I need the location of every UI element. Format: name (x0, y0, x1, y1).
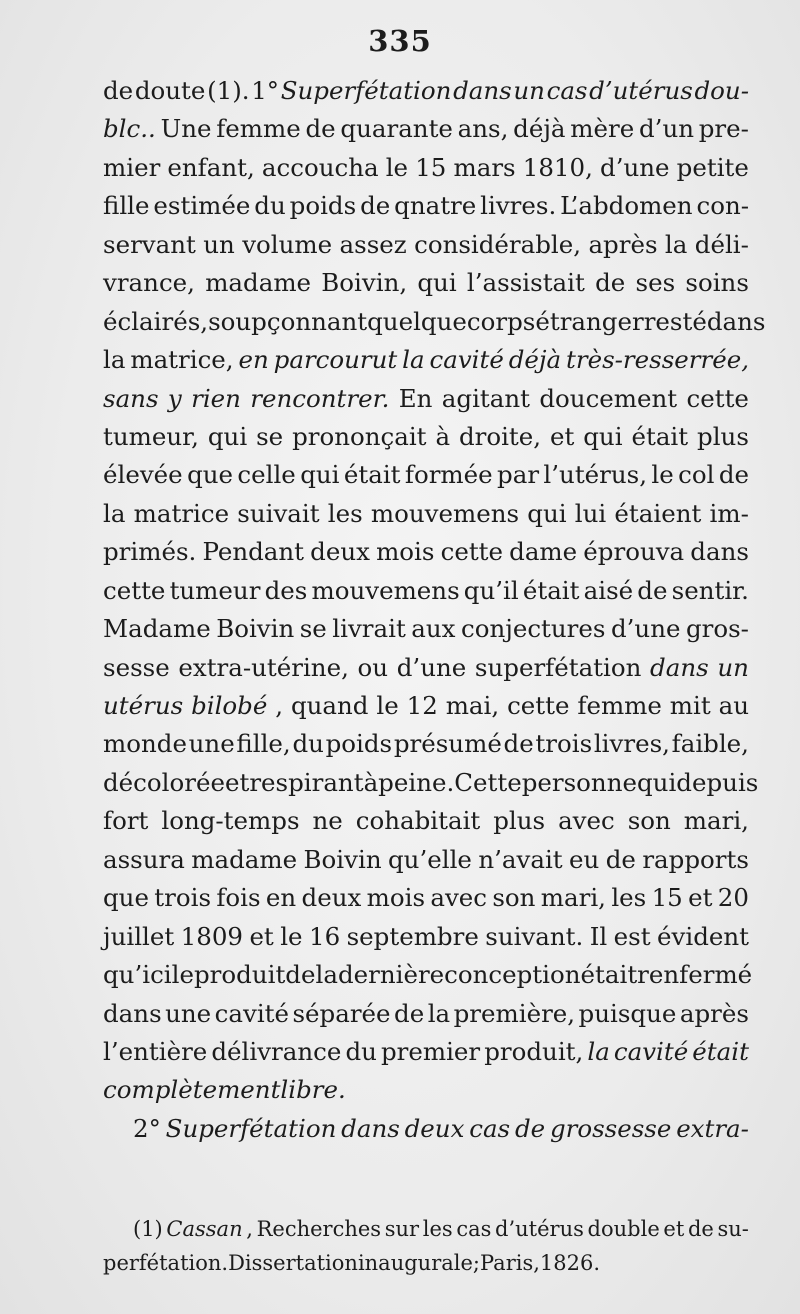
word: les (327, 498, 363, 528)
word: Superfétation (165, 1113, 337, 1143)
word: Recherches (256, 1217, 382, 1241)
word: perfétation. (103, 1251, 229, 1275)
word: très-resserrée, (566, 345, 749, 375)
text-line (103, 610, 749, 648)
word: étranger (535, 306, 644, 336)
word: était (631, 421, 689, 451)
text-line (103, 110, 749, 148)
word: suivant. (485, 921, 584, 951)
word: qui (583, 421, 623, 451)
word: livrait (332, 614, 406, 644)
word: , (275, 691, 284, 720)
word: trois (154, 883, 212, 913)
text-line (103, 149, 749, 187)
word: de (605, 844, 636, 874)
word: deux (404, 1113, 465, 1143)
word: éprouva (583, 537, 685, 567)
word: assez (339, 229, 407, 259)
word: ans, (457, 114, 509, 144)
text-line (103, 1071, 749, 1109)
word: son (492, 883, 536, 913)
word: Pendant (202, 537, 305, 567)
word: mari, (683, 806, 749, 836)
word: élevée (103, 460, 183, 490)
word: l’entière (103, 1036, 208, 1066)
word: 2° (133, 1113, 161, 1143)
word: déjà (508, 345, 562, 375)
word: qu’elle (388, 844, 472, 874)
word: était (343, 460, 401, 490)
word: tumeur (169, 575, 261, 605)
word: dou- (694, 76, 749, 105)
text-line (103, 341, 749, 379)
text-line (103, 1110, 749, 1148)
word: 1810, (522, 152, 593, 182)
word: Boivin (216, 614, 295, 644)
word: après (588, 229, 658, 259)
word: et (549, 421, 575, 451)
word: un (513, 76, 545, 105)
word: qui (300, 460, 340, 490)
word: est (613, 921, 651, 951)
word: et (249, 921, 274, 951)
word: Une (160, 114, 212, 144)
word: sur (384, 1217, 420, 1241)
page-number: 335 (368, 24, 432, 58)
word: et (663, 1217, 685, 1241)
word: déjà (513, 114, 566, 144)
word: soupçonnant (208, 306, 368, 336)
word: dans (103, 998, 162, 1028)
text-line (103, 764, 759, 802)
word: qui (417, 268, 457, 298)
word: cas (469, 1113, 511, 1143)
word: à (435, 421, 451, 451)
word: le (376, 691, 399, 720)
text-line (103, 303, 766, 341)
word: mère (570, 114, 635, 144)
word: assura (103, 844, 185, 874)
word: ne (312, 806, 343, 836)
word: dans (706, 306, 766, 336)
word: était (580, 960, 638, 990)
word: était (522, 575, 580, 605)
word: présumé (393, 729, 502, 759)
word: servant (103, 229, 196, 259)
word: le (171, 960, 194, 990)
word: déli- (694, 229, 749, 259)
word: lui (574, 498, 607, 528)
word: cette (507, 691, 570, 720)
word: cette (103, 575, 166, 605)
word: personne (521, 767, 637, 797)
word: sentir. (671, 575, 749, 605)
word: gros- (685, 614, 749, 644)
text-line (103, 495, 749, 533)
word: respirant (249, 767, 364, 797)
word: 15 (651, 883, 683, 913)
word: fois (216, 883, 261, 913)
word: produit (194, 960, 286, 990)
word: femme (216, 114, 301, 144)
word: cavité (214, 998, 290, 1028)
word: qui (207, 421, 248, 451)
word: 16 (308, 921, 341, 951)
word: agitant (441, 383, 530, 413)
word: qnatre (394, 191, 477, 221)
word: après (679, 998, 749, 1028)
word: éclairés, (103, 306, 209, 336)
word: extra- (676, 1113, 749, 1143)
word: long-temps (161, 806, 300, 836)
word: fille, (236, 729, 291, 759)
word: première, (453, 998, 576, 1028)
word: de (394, 998, 425, 1028)
word: une (188, 729, 235, 759)
word: poids (325, 729, 393, 759)
word: de (305, 114, 336, 144)
word: superfétation (474, 652, 642, 682)
word: conjectures (460, 614, 606, 644)
word: du (254, 191, 286, 221)
word: à (363, 767, 379, 797)
word: dans (690, 537, 749, 567)
word: eu (569, 844, 600, 874)
word: faible, (671, 729, 749, 759)
word: tumeur, (103, 421, 199, 451)
word: corps (466, 306, 536, 336)
word: mier (103, 152, 161, 182)
word: monde (103, 729, 187, 759)
word: les (422, 1217, 453, 1241)
word: vrance, (103, 268, 195, 298)
word: la (103, 498, 126, 528)
word: plus (493, 806, 546, 836)
word: celle (237, 460, 296, 490)
word: Paris, (479, 1251, 540, 1275)
word: (1). (207, 76, 250, 105)
word: en (238, 345, 269, 375)
word: la (664, 229, 688, 259)
word: les (611, 883, 647, 913)
word: et (688, 883, 713, 913)
word: cas (456, 1217, 492, 1241)
text-line (103, 456, 749, 494)
word: de (595, 268, 626, 298)
footnote (103, 1212, 749, 1280)
word: bilobé (191, 691, 268, 720)
word: primés. (103, 537, 197, 567)
text-line (103, 802, 749, 840)
word: d’un (638, 114, 694, 144)
text-line (103, 226, 749, 264)
word: depuis (676, 767, 759, 797)
word: de (514, 1113, 546, 1143)
word: de (360, 191, 391, 221)
word: complètement (103, 1075, 281, 1105)
word: doucement (539, 383, 678, 413)
word: premier (380, 1036, 481, 1066)
word: madame (205, 268, 312, 298)
word: Il (589, 921, 608, 951)
word: dame (509, 537, 578, 567)
word: mois (376, 537, 435, 567)
word: En (398, 383, 433, 413)
word: con- (696, 191, 749, 221)
word: séparée (292, 998, 391, 1028)
text-line (103, 72, 749, 110)
word: aisé (583, 575, 634, 605)
word: rencontrer. (250, 383, 390, 413)
word: puisque (578, 998, 677, 1028)
word: Cassan (166, 1217, 243, 1241)
word: pre- (698, 114, 749, 144)
word: petite (676, 152, 749, 182)
word: soins (685, 268, 749, 298)
word: dans (650, 652, 709, 682)
word: mouvemens (311, 575, 460, 605)
word: le (385, 152, 409, 182)
word: d’une (600, 152, 670, 182)
word: la (587, 1036, 610, 1066)
word: femme (577, 691, 662, 720)
word: par (497, 460, 540, 490)
word: doute (134, 76, 206, 105)
word: mit (669, 691, 711, 720)
word: de (687, 1217, 714, 1241)
word: Cette (454, 767, 522, 797)
word: de (637, 575, 668, 605)
text-line (103, 879, 749, 917)
word: décolorée (103, 767, 225, 797)
word: dans (341, 1113, 400, 1143)
word: fort (103, 806, 149, 836)
word: septembre (346, 921, 479, 951)
text-line (103, 725, 749, 763)
word: juillet (103, 921, 175, 951)
word: accoucha (261, 152, 379, 182)
word: un (717, 652, 749, 682)
word: y (167, 383, 182, 413)
word: cas (546, 76, 588, 105)
word: qu’il (463, 575, 519, 605)
word: formée (404, 460, 493, 490)
word: d’une (396, 652, 467, 682)
text-line (103, 649, 749, 687)
text-line (103, 264, 749, 302)
word: fille (103, 191, 150, 221)
word: quelque (367, 306, 467, 336)
word: la (427, 998, 451, 1028)
word: produit, (484, 1036, 584, 1066)
word: un (203, 229, 235, 259)
word: la (402, 345, 425, 375)
word: au (718, 691, 749, 720)
word: de (285, 960, 316, 990)
word: considérable, (414, 229, 582, 259)
text-line (103, 1033, 749, 1071)
word: que (103, 883, 149, 913)
word: cette (686, 383, 749, 413)
word: en (265, 883, 297, 913)
word: avec (558, 806, 615, 836)
word: que (187, 460, 234, 490)
word: sesse (103, 652, 170, 682)
word: blc.. (103, 114, 156, 144)
word: se (256, 421, 284, 451)
word: qu’ici (103, 960, 172, 990)
word: col (678, 460, 715, 490)
word: l’utérus, (543, 460, 648, 490)
word: libre. (280, 1075, 346, 1105)
word: 12 (406, 691, 438, 720)
word: 1° (251, 76, 280, 105)
word: du (292, 729, 324, 759)
word: peine. (378, 767, 455, 797)
word: Boivin, (321, 268, 408, 298)
word: parcourut (273, 345, 398, 375)
word: de (503, 729, 534, 759)
word: volume (242, 229, 333, 259)
word: et (224, 767, 250, 797)
word: Superfétation (280, 76, 452, 105)
word: le (280, 921, 303, 951)
text-line (103, 380, 749, 418)
word: im- (709, 498, 749, 528)
word: prononçait (292, 421, 427, 451)
word: une (165, 998, 212, 1028)
word: d’utérus (589, 76, 693, 105)
word: qui (636, 767, 677, 797)
word: matrice (133, 498, 230, 528)
footnote-line (103, 1212, 749, 1246)
body-text (103, 72, 766, 1148)
text-line (103, 918, 749, 956)
word: inaugurale; (357, 1251, 480, 1275)
word: trois (535, 729, 593, 759)
word: livres, (593, 729, 670, 759)
word: quand (290, 691, 369, 720)
word: 20 (717, 883, 749, 913)
word: madame (191, 844, 298, 874)
word: 1809 (180, 921, 244, 951)
word: avec (430, 883, 488, 913)
word: n’avait (478, 844, 563, 874)
word: mars (453, 152, 516, 182)
text-line (103, 995, 749, 1033)
word: qui (527, 498, 567, 528)
word: quarante (340, 114, 453, 144)
word: cavité (613, 1036, 689, 1066)
word: double (587, 1217, 660, 1241)
word: cavité (429, 345, 504, 375)
text-line (103, 572, 749, 610)
text-line (103, 418, 749, 456)
text-line (103, 841, 749, 879)
word: 15 (415, 152, 447, 182)
word: évident (657, 921, 749, 951)
word: (1) (133, 1217, 163, 1241)
word: rien (191, 383, 241, 413)
word: mari, (540, 883, 606, 913)
word: d’une (610, 614, 681, 644)
word: L’abdomen (560, 191, 693, 221)
word: mouvemens (370, 498, 520, 528)
word: dans (453, 76, 512, 105)
text-line (103, 187, 749, 225)
word: de (103, 76, 134, 105)
word: était (692, 1036, 749, 1066)
text-line (103, 533, 749, 571)
word: , (246, 1217, 253, 1241)
word: du (345, 1036, 377, 1066)
word: grossesse (549, 1113, 672, 1143)
word: Dissertation (228, 1251, 358, 1275)
word: l’assistait (466, 268, 585, 298)
word: étaient (614, 498, 702, 528)
text-line (103, 956, 753, 994)
word: le (651, 460, 674, 490)
word: d’utérus (495, 1217, 584, 1241)
word: ses (635, 268, 676, 298)
word: mois (366, 883, 426, 913)
footnote-line (103, 1246, 749, 1280)
word: la (315, 960, 338, 990)
word: droite, (458, 421, 542, 451)
word: Madame (103, 614, 211, 644)
word: mai, (445, 691, 500, 720)
word: rapports (642, 844, 749, 874)
word: Boivin (303, 844, 382, 874)
word: estimée (153, 191, 251, 221)
word: se (299, 614, 327, 644)
word: dernière (337, 960, 445, 990)
word: cette (440, 537, 504, 567)
word: délivrance (211, 1036, 342, 1066)
word: renfermé (637, 960, 753, 990)
word: sans (103, 383, 159, 413)
word: aux (411, 614, 456, 644)
text-line (103, 687, 749, 725)
word: son (627, 806, 671, 836)
word: de (718, 460, 749, 490)
word: conception (444, 960, 581, 990)
word: deux (301, 883, 362, 913)
word: la (103, 345, 126, 375)
word: enfant, (167, 152, 255, 182)
word: plus (697, 421, 749, 451)
word: su- (717, 1217, 749, 1241)
word: matrice, (130, 345, 234, 375)
word: suivait (237, 498, 320, 528)
word: resté (643, 306, 707, 336)
word: 1826. (539, 1251, 601, 1275)
word: des (264, 575, 308, 605)
word: livres. (480, 191, 557, 221)
word: extra-utérine, (178, 652, 349, 682)
word: utérus (103, 691, 184, 720)
word: deux (310, 537, 370, 567)
word: poids (289, 191, 357, 221)
word: cohabitait (355, 806, 481, 836)
word: ou (357, 652, 389, 682)
